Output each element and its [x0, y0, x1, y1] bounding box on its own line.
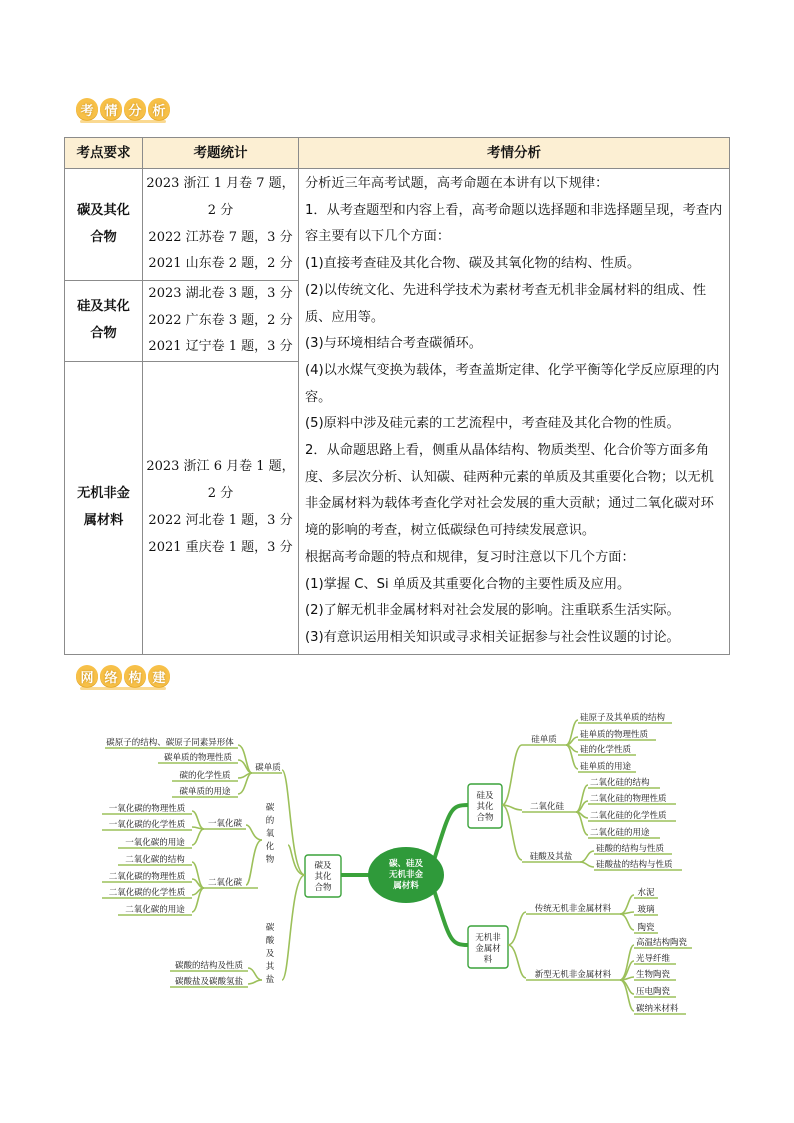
material-box-text: 料 [483, 955, 493, 965]
new-material-item: 压电陶瓷 [636, 987, 671, 997]
title-char: 络 [100, 665, 122, 687]
carbon-box-text: 合物 [314, 883, 332, 893]
stat-line: 2022 河北卷 1 题，3 分 [148, 512, 293, 528]
sio2-item: 二氧化硅的物理性质 [590, 794, 667, 804]
si-single-item: 硅单质的物理性质 [580, 730, 649, 740]
silicon-box-text: 其化 [476, 802, 494, 812]
si-single-item: 硅单质的用途 [580, 762, 632, 772]
header-stats: 考题统计 [143, 138, 299, 169]
analysis-para: 1．从考查题型和内容上看，高考命题以选择题和非选择题呈现，考查内容主要有以下几个方面： [305, 202, 723, 245]
analysis-para: (2)了解无机非金属材料对社会发展的影响。注重联系生活实际。 [305, 603, 680, 619]
stats-cell [143, 169, 299, 281]
carbon-oxide-label: 物 [265, 855, 275, 865]
carbonic-label: 盐 [265, 975, 275, 985]
knowledge-mindmap [0, 690, 794, 1030]
analysis-para: (1)直接考查硅及其化合物、碳及其氧化物的结构、性质。 [305, 256, 641, 272]
stat-line: 2021 山东卷 2 题，2 分 [148, 256, 293, 272]
analysis-cell [299, 169, 730, 655]
topic-text: 碳及其化合物 [77, 202, 130, 245]
material-box-text: 金属材 [475, 944, 501, 954]
carbon-oxide-label: 氧 [265, 829, 275, 839]
co-item: 一氧化碳的用途 [125, 838, 185, 848]
table-header-row [65, 138, 730, 169]
title-char: 情 [100, 98, 122, 120]
title-char: 分 [124, 98, 146, 120]
center-text: 碳、硅及 [388, 859, 424, 869]
analysis-para: 分析近三年高考试题，高考命题在本讲有以下规律： [305, 176, 609, 191]
stats-cell [143, 281, 299, 362]
topic-text: 硅及其化合物 [77, 299, 130, 342]
title-char: 构 [124, 665, 146, 687]
sio2-item: 二氧化硅的化学性质 [590, 811, 667, 821]
carbonic-label: 其 [265, 962, 275, 972]
carbon-box-text: 碳及 [314, 861, 332, 871]
co2-item: 二氧化碳的物理性质 [108, 872, 186, 882]
stats-cell [143, 362, 299, 655]
carbon-oxide-label: 碳 [265, 803, 275, 813]
traditional-item: 玻璃 [637, 905, 655, 915]
topic-text: 无机非金属材料 [77, 486, 130, 528]
topic-cell [65, 362, 143, 655]
traditional-label: 传统无机非金属材料 [534, 904, 612, 914]
stat-line: 2022 广东卷 3 题，2 分 [148, 312, 293, 328]
title-char: 析 [148, 98, 170, 120]
co2-item: 二氧化碳的结构 [125, 855, 185, 865]
sio2-item: 二氧化硅的用途 [590, 828, 650, 838]
new-material-item: 碳纳米材料 [636, 1004, 679, 1014]
carbonic-item: 碳酸盐及碳酸氢盐 [174, 977, 244, 987]
silicic-item: 硅酸盐的结构与性质 [596, 860, 673, 870]
silicic-label: 硅酸及其盐 [529, 852, 573, 862]
co-item: 一氧化碳的化学性质 [108, 820, 186, 830]
analysis-para: 2．从命题思路上看，侧重从晶体结构、物质类型、化合价等方面多角度、多层次分析、认知碳、硅两种元素的单质及其重要化合物；以无机非金属材料为载体考查化学对社会发展的重大贡献；通过二氧化碳对环境的影响的考查，树立低碳绿色可持续发展意识。 [305, 443, 714, 539]
carbonic-label: 碳 [265, 923, 275, 933]
analysis-section-title [76, 95, 170, 123]
carbon-single-item: 碳的化学性质 [179, 771, 231, 781]
carbonic-label: 及 [265, 949, 275, 959]
silicic-item: 硅酸的结构与性质 [596, 844, 665, 854]
header-analysis: 考情分析 [299, 138, 730, 169]
carbon-single-item: 碳原子的结构、碳原子同素异形体 [106, 738, 234, 748]
table-row [65, 169, 730, 281]
analysis-para: (1)掌握 C、Si 单质及其重要化合物的主要性质及应用。 [305, 576, 631, 592]
center-text: 属材料 [393, 881, 419, 891]
analysis-para: (4)以水煤气变换为载体，考查盖斯定律、化学平衡等化学反应原理的内容。 [305, 362, 720, 405]
topic-cell [65, 281, 143, 362]
material-box-text: 无机非 [475, 933, 501, 943]
analysis-para: (5)原料中涉及硅元素的工艺流程中，考查硅及其化合物的性质。 [305, 416, 680, 432]
title-char: 考 [76, 98, 98, 120]
stat-line: 2022 江苏卷 7 题，3 分 [148, 229, 293, 245]
co-label: 一氧化碳 [207, 819, 243, 829]
co2-item: 二氧化碳的化学性质 [108, 888, 186, 898]
analysis-para: 根据高考命题的特点和规律，复习时注意以下几个方面： [305, 549, 635, 565]
stat-line: 2021 辽宁卷 1 题，3 分 [148, 339, 293, 355]
new-material-item: 高温结构陶瓷 [636, 938, 688, 948]
co2-item: 二氧化碳的用途 [125, 905, 185, 915]
carbon-single-label: 碳单质 [255, 763, 281, 773]
analysis-para: (3)有意识运用相关知识或寻求相关证据参与社会性议题的讨论。 [305, 629, 680, 645]
carbon-oxide-label: 的 [265, 816, 275, 826]
title-char: 网 [76, 665, 98, 687]
co2-label: 二氧化碳 [207, 878, 243, 888]
traditional-item: 水泥 [637, 888, 655, 898]
network-section-title [76, 662, 170, 690]
carbon-oxide-label: 化 [265, 842, 275, 852]
analysis-para: (2)以传统文化、先进科学技术为素材考查无机非金属材料的组成、性质、应用等。 [305, 282, 707, 325]
sio2-label: 二氧化硅 [529, 802, 565, 812]
co-item: 一氧化碳的物理性质 [108, 804, 186, 814]
analysis-para: (3)与环境相结合考查碳循环。 [305, 336, 482, 352]
si-single-item: 硅的化学性质 [580, 745, 632, 755]
carbon-box-text: 其化 [314, 872, 332, 882]
stat-line: 2023 浙江 1 月卷 7 题， [146, 176, 295, 192]
stat-line: 2 分 [207, 486, 234, 502]
header-topic: 考点要求 [65, 138, 143, 169]
silicon-box-text: 合物 [476, 813, 494, 823]
stat-line: 2023 湖北卷 3 题，3 分 [148, 286, 293, 301]
center-text: 无机非金 [388, 870, 424, 880]
stat-line: 2 分 [207, 202, 234, 218]
exam-analysis-table [64, 137, 730, 655]
si-single-label: 硅单质 [531, 735, 557, 745]
carbonic-label: 酸 [265, 936, 275, 946]
carbon-single-item: 碳单质的用途 [179, 787, 231, 797]
carbonic-item: 碳酸的结构及性质 [174, 961, 244, 971]
title-char: 建 [148, 665, 170, 687]
center-node [368, 847, 444, 903]
new-materials-label: 新型无机非金属材料 [534, 970, 612, 980]
traditional-item: 陶瓷 [637, 923, 655, 933]
carbon-single-item: 碳单质的物理性质 [163, 753, 233, 763]
new-material-item: 光导纤维 [636, 954, 671, 964]
new-material-item: 生物陶瓷 [636, 970, 671, 980]
si-single-item: 硅原子及其单质的结构 [580, 713, 666, 723]
topic-cell [65, 169, 143, 281]
sio2-item: 二氧化硅的结构 [590, 778, 650, 788]
stat-line: 2021 重庆卷 1 题，3 分 [148, 539, 293, 555]
silicon-box-text: 硅及 [476, 791, 494, 801]
stat-line: 2023 浙江 6 月卷 1 题， [146, 459, 295, 475]
